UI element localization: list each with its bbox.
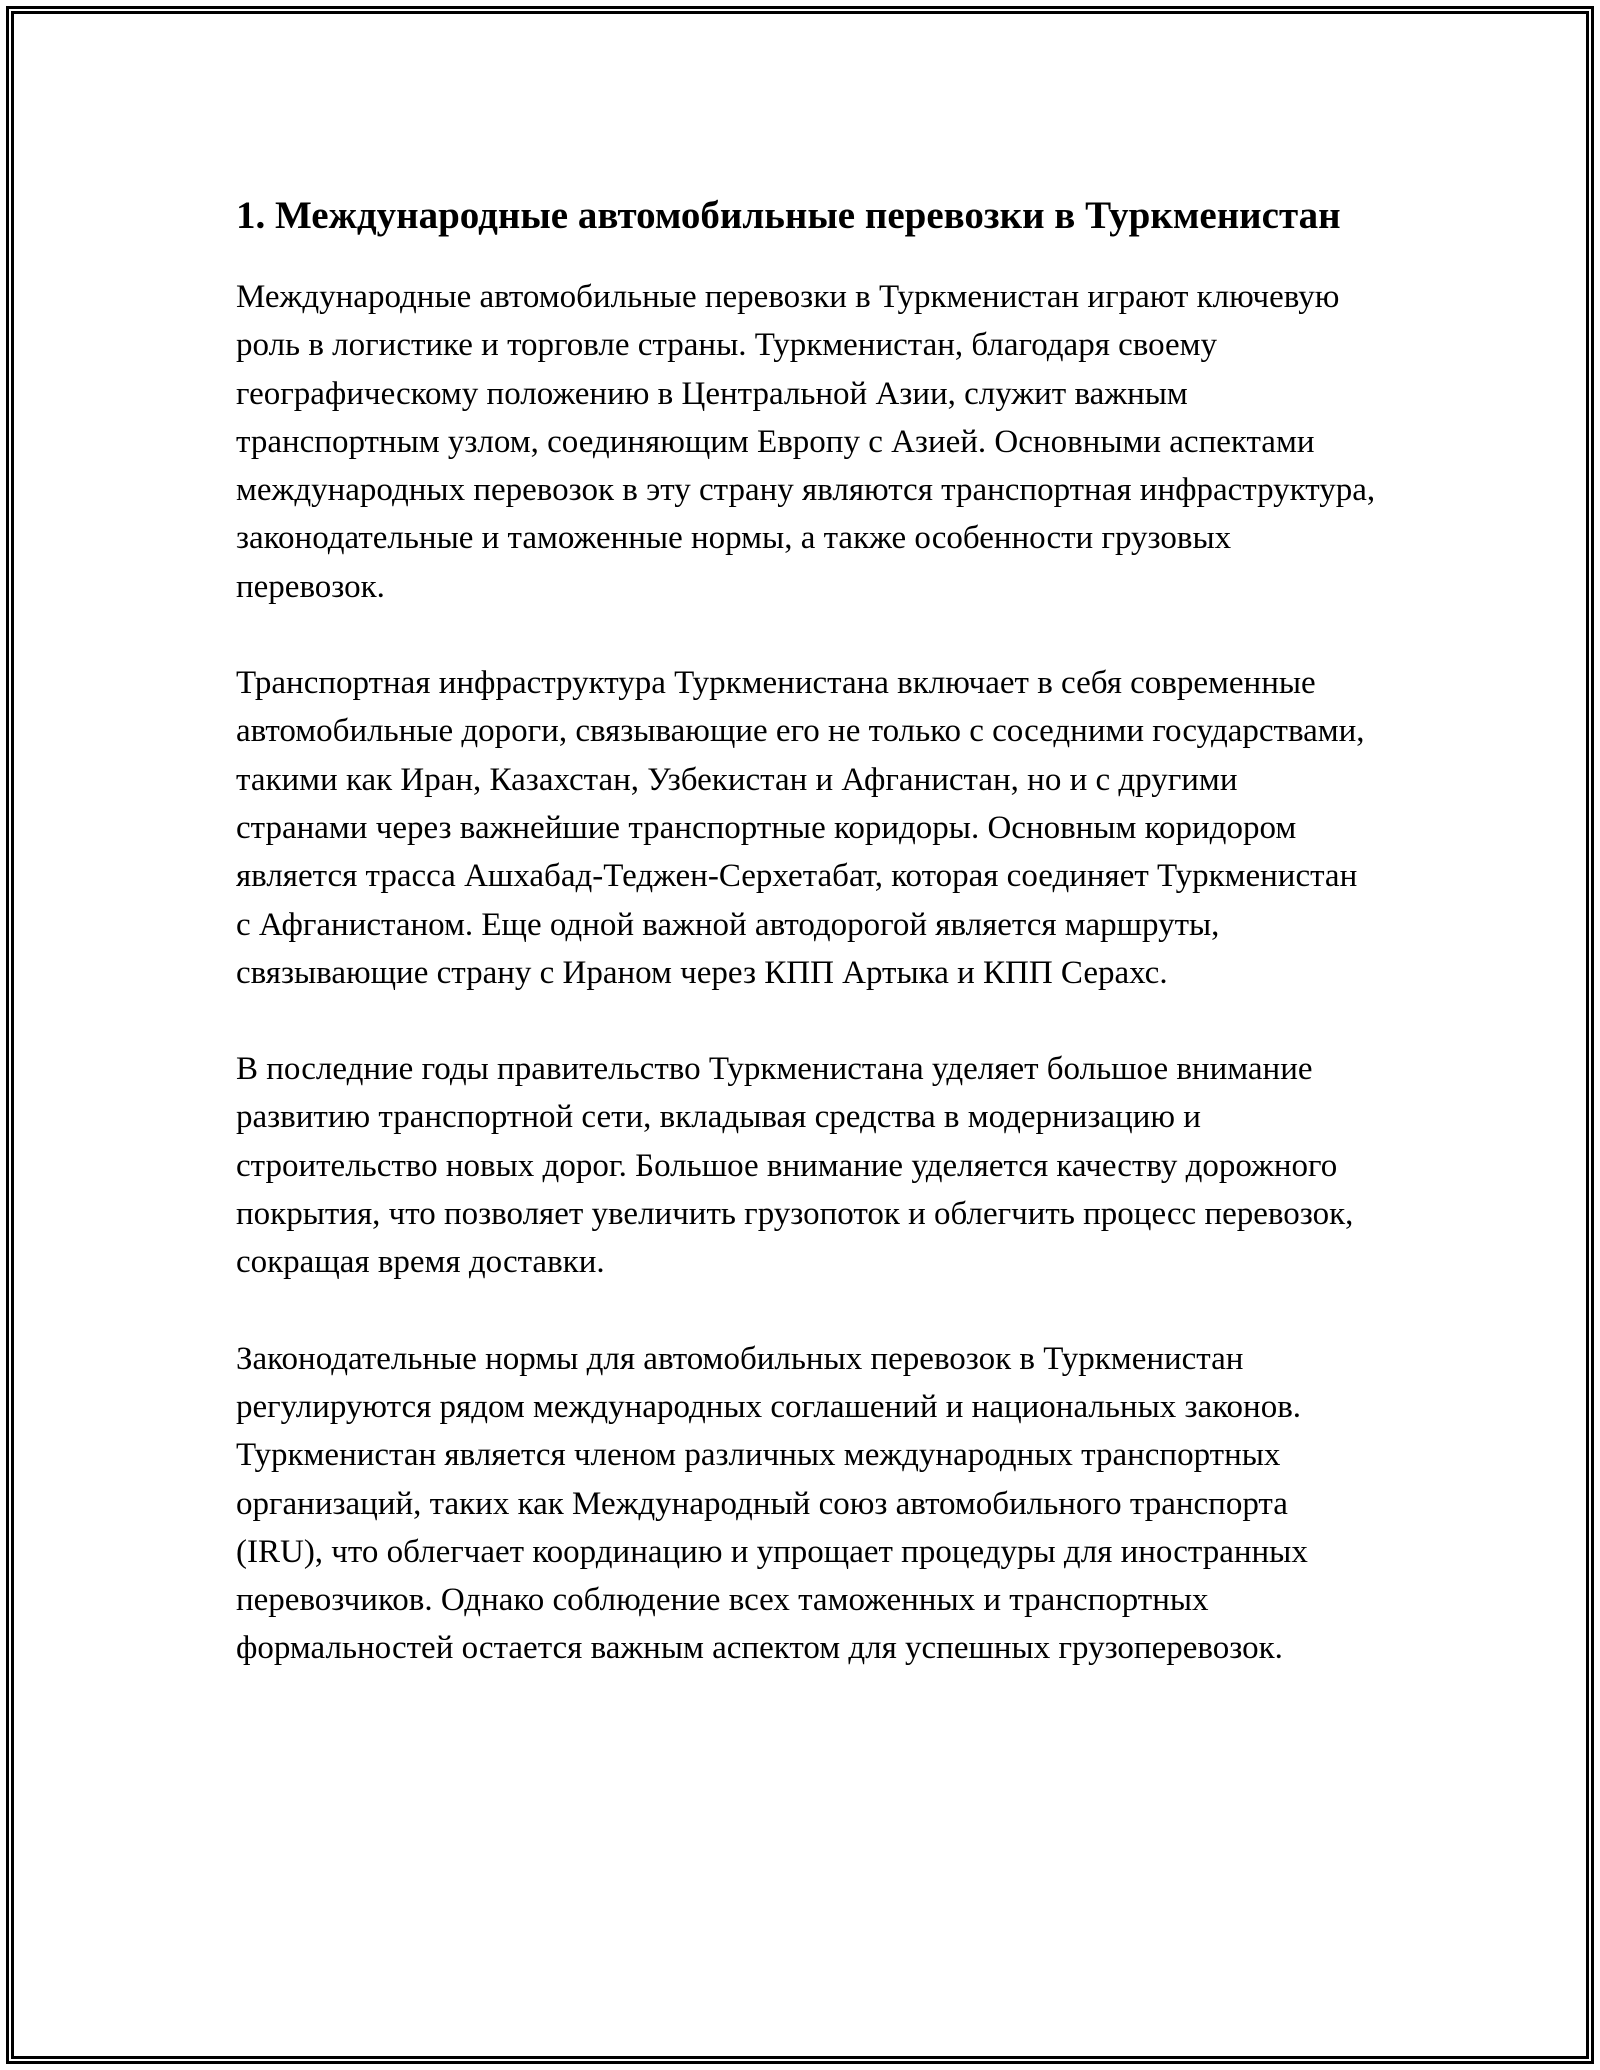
paragraph-intro: Международные автомобильные перевозки в Туркменистан играют ключевую роль в логистике и торговле страны. Туркменистан, благодаря своему географическому положению в Центральной Азии, служит важным транспортным узлом, соединяющим Европу с Азией. Основными аспектами международных перевозок в эту страну являются транспортная инфраструктура, законодательные и таможенные нормы, а также особенности грузовых перевозок. [236,279,1376,605]
section-title: 1. Международные автомобильные перевозки в Туркменистан [236,194,1341,237]
paragraph-development: В последние годы правительство Туркменистана уделяет большое внимание развитию транспортной сети, вкладывая средства в модернизацию и строительство новых дорог. Большое внимание уделяется качеству дорожного покрытия, что позволяет увеличить грузопоток и облегчить процесс перевозок, сокращая время доставки. [236,1051,1354,1281]
document-body [236,188,1376,1721]
paragraph-infrastructure: Транспортная инфраструктура Туркменистана включает в себя современные автомобильные дороги, связывающие его не только с соседними государствами, такими как Иран, Казахстан, Узбекистан и Афганистан, но и с другими странами через важнейшие транспортные коридоры. Основным коридором является трасса Ашхабад-Теджен-Серхетабат, которая соединяет Туркменистан с Афганистаном. Еще одной важной автодорогой является маршруты, связывающие страну с Ираном через КПП Артыка и КПП Серахс. [236,665,1365,991]
paragraph-legislation: Законодательные нормы для автомобильных перевозок в Туркменистан регулируются рядом международных соглашений и национальных законов. Туркменистан является членом различных международных транспортных организаций, таких как Международный союз автомобильного транспорта (IRU), что облегчает координацию и упрощает процедуры для иностранных перевозчиков. Однако соблюдение всех таможенных и транспортных формальностей остается важным аспектом для успешных грузоперевозок. [236,1340,1308,1667]
